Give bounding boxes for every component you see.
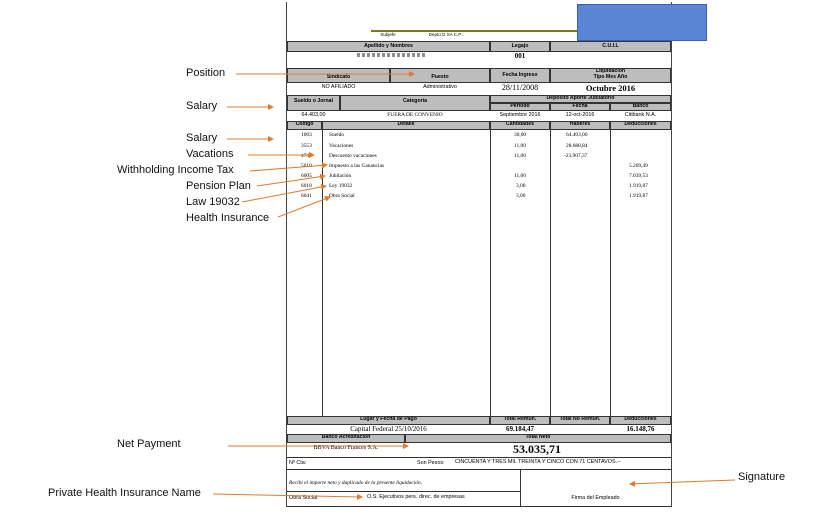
row-qty: 3,00	[516, 193, 526, 199]
tipo-mes-label: Tipo Mes Año	[593, 73, 628, 80]
depto-label: Depto:G SA C.P.:	[428, 32, 464, 37]
header-haberes: Haberes	[550, 121, 610, 130]
nro-cta-label: Nº Cta:	[289, 460, 307, 466]
row-detail: Jubilación	[329, 173, 352, 179]
row-deduc: 1.919,87	[629, 183, 648, 189]
row-qty: 3,00	[516, 183, 526, 189]
redacted-name	[357, 53, 427, 57]
row-qty: 11,00	[514, 153, 526, 159]
label-position: Position	[186, 67, 226, 79]
header-legajo: Legajo	[490, 41, 550, 52]
row-code: 6041	[301, 193, 312, 199]
row-detail: Vacaciones	[329, 143, 354, 149]
label-salary-2: Salary	[186, 132, 218, 144]
footer-deducciones-header: Deducciones	[610, 416, 671, 425]
categoria-value: FUERA DE CONVENIO	[387, 112, 443, 118]
row-haber: 64.403,00	[566, 132, 588, 138]
header-apellido: Apellido y Nombres	[287, 41, 490, 52]
header-liquidacion	[550, 68, 671, 83]
lugar-value: Capital Federal 25/10/2016	[350, 425, 427, 433]
row-code: 1003	[301, 132, 312, 138]
label-signature: Signature	[738, 471, 786, 483]
label-salary-1: Salary	[186, 100, 218, 112]
label-private-health: Private Health Insurance Name	[48, 487, 201, 499]
total-remun-value: 69.184,47	[506, 425, 534, 433]
header-cuil: C.U.I.L	[550, 41, 671, 52]
total-neto-value: 53.035,71	[513, 442, 561, 456]
row-qty: 11,00	[514, 173, 526, 179]
label-health: Health Insurance	[186, 212, 270, 224]
mes-anio-value: Octubre 2016	[585, 83, 636, 93]
sueldo-value: 64.403,00	[301, 112, 326, 118]
fecha-ingreso-value: 28/11/2008	[501, 83, 539, 92]
banco-acred-value: BBVA Banco Frances S.A.	[313, 445, 379, 451]
fecha-value: 12-oct-2016	[565, 112, 595, 118]
label-law: Law 19032	[186, 196, 240, 208]
header-categoria: Categoría	[340, 95, 490, 111]
header-fecha-ingreso: Fecha Ingreso	[490, 68, 550, 83]
col-line	[322, 130, 323, 416]
row-detail: Impuesto a las Ganancias	[329, 163, 384, 169]
col-line	[610, 130, 611, 416]
header-banco: Banco	[610, 103, 671, 111]
banco-value: Citibank N.A.	[624, 112, 657, 118]
payslip	[286, 2, 672, 507]
col-line	[520, 469, 521, 507]
banco-acred-header: Banco Acreditación	[287, 434, 405, 443]
obra-social-value: O.S. Ejecutivos pers. direc. de empresas	[367, 494, 465, 500]
row-code: 3553	[301, 143, 312, 149]
puesto-value: Administrativo	[423, 84, 457, 90]
row-detail: Sueldo	[329, 132, 344, 138]
header-deducciones: Deducciones	[610, 121, 671, 130]
header-fecha: Fecha	[550, 103, 610, 111]
row-detail: Descuento vacaciones	[329, 153, 377, 159]
col-line	[550, 130, 551, 416]
label-withholding: Withholding Income Tax	[117, 164, 234, 176]
header-periodo: Período	[490, 103, 550, 111]
row-detail: Obra Social	[329, 193, 355, 199]
recibi-text: Recibí el importe neto y duplicado de la presente liquidación.	[289, 480, 423, 486]
row-deduc: 7.039,53	[629, 173, 648, 179]
header-codigo: Código	[287, 121, 322, 130]
col-line	[490, 130, 491, 416]
row-code: 4749	[301, 153, 312, 159]
row-qty: 11,00	[514, 143, 526, 149]
sindicato-value: NO AFILIADO	[321, 84, 356, 90]
row-detail: Ley 19032	[329, 183, 353, 189]
rule	[287, 457, 671, 458]
rule	[287, 506, 671, 507]
header-deposito: Depósito Aporte Jubilatorio	[490, 95, 671, 103]
rule	[287, 491, 520, 492]
deducciones-total-value: 16.148,76	[626, 425, 655, 433]
total-neto-header: Total Neto	[405, 434, 671, 443]
periodo-value: Septiembre 2016	[499, 112, 541, 118]
label-vacations: Vacations	[186, 148, 234, 160]
row-code: 6005	[301, 173, 312, 179]
row-code: 6018	[301, 183, 312, 189]
footer-lugar-header: Lugar y Fecha de Pago	[287, 416, 490, 425]
label-net-payment: Net Payment	[117, 438, 181, 450]
row-code: 5010	[301, 163, 312, 169]
redaction-box	[577, 4, 707, 41]
header-detalle: Detalle	[322, 121, 490, 130]
row-deduc: 5.269,49	[629, 163, 648, 169]
label-pension: Pension Plan	[186, 180, 251, 192]
legajo-value: 001	[514, 52, 526, 60]
obra-social-label: Obra Social:	[289, 495, 319, 501]
row-haber: -23.907,37	[564, 153, 588, 159]
son-pesos-label: Son Pesos:	[417, 460, 445, 466]
header-puesto: Puesto	[390, 68, 490, 83]
header-sindicato: Sindicato	[287, 68, 390, 83]
liquidacion-label: Liquidación	[595, 68, 626, 74]
row-deduc: 1.919,87	[629, 193, 648, 199]
rule	[287, 469, 671, 470]
header-sueldo: Sueldo o Jornal	[287, 95, 340, 111]
footer-total-remun-header: Total Remun.	[490, 416, 550, 425]
footer-total-no-remun-header: Total No Remun.	[550, 416, 610, 425]
son-pesos-value: CINCUENTA Y TRES MIL TREINTA Y CINCO CON 71 CENTAVOS.--	[455, 459, 621, 465]
firma-label: Firma del Empleado	[571, 495, 620, 501]
row-qty: 30,00	[514, 132, 527, 138]
subjefe-label: Subjefe	[380, 32, 396, 37]
header-cantidades: Cantidades	[490, 121, 550, 130]
row-haber: 28.688,84	[566, 143, 588, 149]
